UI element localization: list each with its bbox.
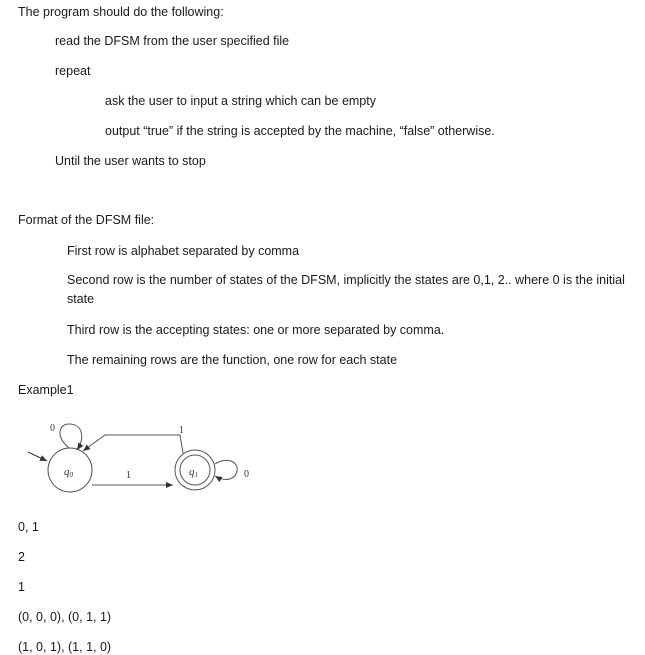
step-until: Until the user wants to stop (55, 154, 206, 168)
state-q0 (48, 448, 92, 492)
example-func-row0: (0, 0, 0), (0, 1, 1) (18, 610, 112, 624)
edge-q1-q0-label: 1 (179, 425, 184, 436)
format-row1: First row is alphabet separated by comma (67, 244, 300, 258)
format-row3: Third row is the accepting states: one or more separated by comma. (67, 323, 445, 337)
edge-q0-q1-label: 1 (126, 470, 131, 481)
svg-text:q1: q1 (189, 466, 198, 479)
start-arrow (28, 452, 47, 461)
step-output: output “true” if the string is accepted by the machine, “false” otherwise. (105, 124, 495, 138)
example-title: Example1 (18, 383, 74, 397)
example-alphabet: 0, 1 (18, 520, 39, 534)
format-row4: The remaining rows are the function, one row for each state (67, 353, 398, 367)
loop-q1 (215, 460, 237, 479)
svg-text:q0: q0 (64, 466, 73, 479)
format-heading: Format of the DFSM file: (18, 213, 155, 227)
step-ask: ask the user to input a string which can be empty (105, 94, 376, 108)
example-states: 2 (18, 550, 25, 564)
loop-q1-label: 0 (244, 469, 249, 480)
intro-text: The program should do the following: (18, 5, 224, 19)
edge-q1-q0 (83, 435, 183, 453)
loop-q0-label: 0 (50, 423, 55, 434)
step-repeat: repeat (55, 64, 91, 78)
example-func-row1: (1, 0, 1), (1, 1, 0) (18, 640, 112, 654)
step-read: read the DFSM from the user specified file (55, 34, 290, 48)
loop-q0 (60, 424, 82, 450)
format-row2: Second row is the number of states of the DFSM, implicitly the states are 0,1, 2.. where 0 is the initial state (67, 273, 625, 306)
example-accepting: 1 (18, 580, 25, 594)
state-q1-accepting (175, 450, 215, 490)
dfsm-diagram (25, 418, 265, 498)
